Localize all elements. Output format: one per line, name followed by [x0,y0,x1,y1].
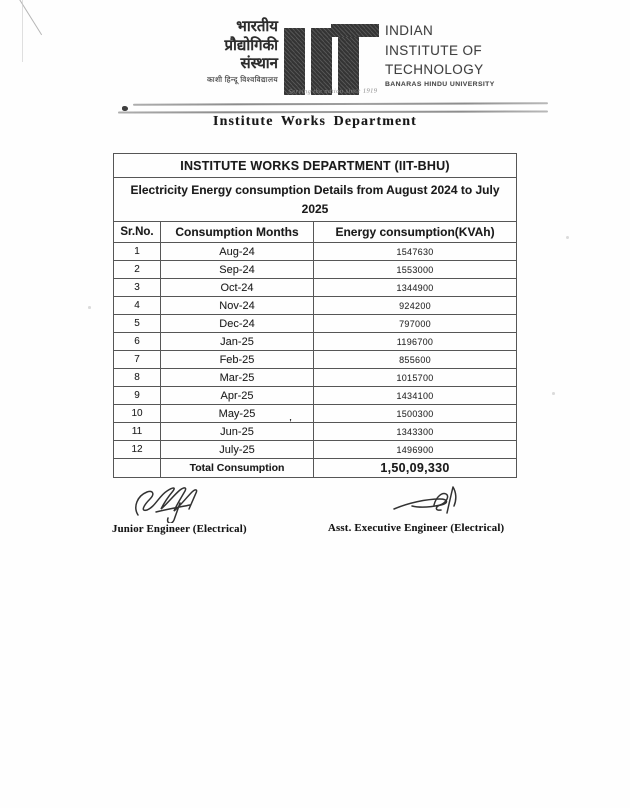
scan-speck [566,236,569,239]
scan-speck [552,392,555,395]
table-title: INSTITUTE WORKS DEPARTMENT (IIT-BHU) [114,154,517,178]
table-cell-energy-consumption-value: 855600 [314,351,517,369]
consumption-table-row [114,279,517,297]
english-line: INSTITUTE OF [385,42,483,58]
table-subtitle: Electricity Energy consumption Details from August 2024 to July 2025 [114,178,517,222]
hindi-line: प्रौद्योगिकी [224,36,278,54]
signature-right-icon [390,482,472,522]
consumption-table-row [114,441,517,459]
english-line: INDIAN [385,23,434,38]
english-line: TECHNOLOGY [385,62,484,77]
iit-bhu-logo [283,23,379,96]
table-cell-serial-number: 9 [114,387,161,405]
consumption-table-row [114,351,517,369]
table-cell-consumption-month: Mar-25 [161,369,314,387]
table-cell-consumption-month: Dec-24 [161,315,314,333]
logo-bar-icon [338,28,359,95]
table-cell-serial-number: 7 [114,351,161,369]
table-cell-consumption-month: Apr-25 [161,387,314,405]
institute-name-english [385,21,575,90]
table-cell-energy-consumption-value: 1500300 [314,405,517,423]
scan-ink-mark [122,106,128,111]
signature-block-left [112,483,262,535]
motto-text: Serving the nation since 1919 [288,87,378,96]
consumption-table-row [114,387,517,405]
table-cell-energy-consumption-value: 924200 [314,297,517,315]
table-cell-energy-consumption-value: 797000 [314,315,517,333]
table-cell-consumption-month: Aug-24 [161,243,314,261]
column-header-consumption-months: Consumption Months [161,222,314,243]
column-header-energy-consumption: Energy consumption(KVAh) [314,222,517,243]
signature-left-title: Junior Engineer (Electrical) [112,523,247,535]
column-header-sr-no: Sr.No. [114,222,161,243]
department-title: Institute Works Department [213,114,417,129]
hindi-line: संस्थान [240,55,278,72]
consumption-table-row [114,405,517,423]
logo-bar-top-icon [331,24,379,37]
table-cell-energy-consumption-value: 1343300 [314,423,517,441]
table-subtitle-row [114,178,517,222]
consumption-table-row [114,423,517,441]
scan-speck [88,306,91,309]
table-title-row [114,154,517,178]
table-cell-serial-number: 3 [114,279,161,297]
consumption-table-row [114,369,517,387]
table-cell-serial-number: 2 [114,261,161,279]
total-consumption-label: Total Consumption [161,459,314,478]
table-cell-energy-consumption-value: 1015700 [314,369,517,387]
table-cell-serial-number: 5 [114,315,161,333]
table-cell-energy-consumption-value: 1547630 [314,243,517,261]
total-row [114,459,517,478]
electricity-consumption-table [113,153,517,478]
scan-artifact-vertical-line [22,0,23,62]
signature-left-icon [128,483,224,523]
total-consumption-value: 1,50,09,330 [314,459,517,478]
signature-block-right [328,482,508,534]
table-cell-consumption-month: Sep-24 [161,261,314,279]
table-cell-energy-consumption-value: 1496900 [314,441,517,459]
scan-artifact-diagonal-line [19,0,42,35]
table-header-row [114,222,517,243]
letterhead-divider-rule [118,110,548,113]
letterhead-divider-rule [133,102,548,105]
consumption-table-row [114,315,517,333]
institute-name-hindi [150,18,278,85]
table-cell-consumption-month: Jun-25 [161,423,314,441]
table-cell-consumption-month: Feb-25 [161,351,314,369]
table-cell-serial-number: 1 [114,243,161,261]
table-cell-energy-consumption-value: 1344900 [314,279,517,297]
table-cell-serial-number: 11 [114,423,161,441]
table-cell-consumption-month: Jan-25 [161,333,314,351]
table-cell-energy-consumption-value: 1196700 [314,333,517,351]
table-cell-consumption-month: May-25 [161,405,314,423]
table-cell-serial-number: 4 [114,297,161,315]
table-cell-energy-consumption-value: 1434100 [314,387,517,405]
signature-right-title: Asst. Executive Engineer (Electrical) [328,522,505,534]
table-cell-serial-number: 8 [114,369,161,387]
consumption-table-row [114,243,517,261]
table-cell-consumption-month: July-25 [161,441,314,459]
logo-bar-icon [284,28,305,95]
total-empty-cell [114,459,161,478]
consumption-table-row [114,333,517,351]
table-cell-energy-consumption-value: 1553000 [314,261,517,279]
hindi-university-line: काशी हिन्दू विश्वविद्यालय [206,74,278,84]
consumption-table-row [114,297,517,315]
table-cell-consumption-month: Nov-24 [161,297,314,315]
logo-bar-icon [311,28,332,95]
hindi-line: भारतीय [236,18,278,35]
table-cell-consumption-month: Oct-24 [161,279,314,297]
table-body [114,243,517,459]
table-cell-serial-number: 6 [114,333,161,351]
table-cell-serial-number: 12 [114,441,161,459]
table-cell-serial-number: 10 [114,405,161,423]
stray-pen-mark: ' [289,417,293,429]
english-university-line: BANARAS HINDU UNIVERSITY [385,80,495,88]
consumption-table-row [114,261,517,279]
